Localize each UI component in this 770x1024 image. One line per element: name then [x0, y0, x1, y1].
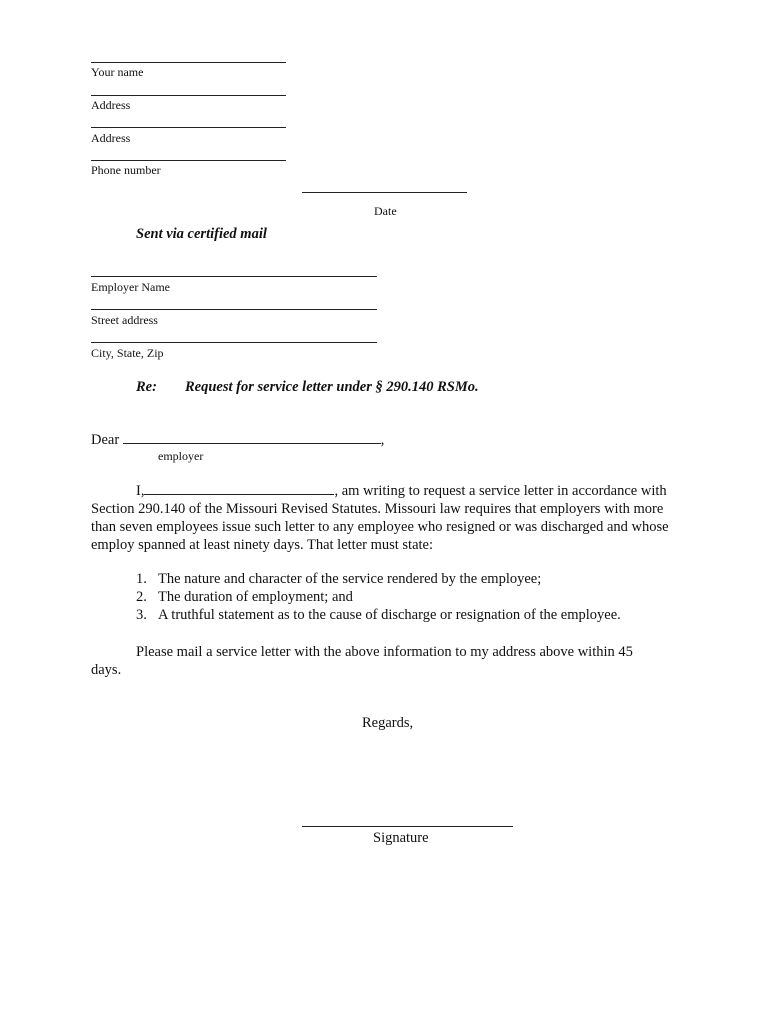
re-subject: Request for service letter under § 290.140 RSMo. [185, 379, 479, 395]
sender-phone-line[interactable] [91, 160, 286, 161]
list-item-number: 2. [136, 589, 147, 605]
delivery-note: Sent via certified mail [136, 226, 267, 242]
salutation-comma: , [380, 432, 385, 448]
employer-hint: employer [158, 449, 204, 463]
list-item [136, 589, 353, 606]
sender-phone-label: Phone number [91, 163, 161, 177]
sender-address2-label: Address [91, 131, 131, 145]
employer-name-line[interactable] [91, 276, 377, 277]
list-item-number: 3. [136, 607, 147, 623]
employer-blank[interactable] [123, 431, 381, 444]
sender-address1-line[interactable] [91, 95, 286, 96]
list-item-text: A truthful statement as to the cause of discharge or resignation of the employee. [158, 607, 621, 623]
signature-label: Signature [373, 830, 429, 846]
city-state-zip-label: City, State, Zip [91, 346, 164, 360]
sender-name-line[interactable] [91, 62, 286, 63]
intro-start: I, [136, 483, 145, 499]
salutation-dear: Dear [91, 432, 120, 448]
list-item [136, 607, 621, 624]
list-item-text: The nature and character of the service rendered by the employee; [158, 571, 542, 587]
sender-address2-line[interactable] [91, 127, 286, 128]
city-state-zip-line[interactable] [91, 342, 377, 343]
signature-line[interactable] [302, 826, 513, 827]
list-item-text: The duration of employment; and [158, 589, 353, 605]
closing-regards: Regards, [362, 715, 414, 731]
list-item [136, 571, 541, 588]
intro-rest: , am writing to request a service letter in accordance with Section 290.140 of the Missouri Revised Statutes. Missouri law requires that employers with more than seven employees issue such letter to any employee who resigned or was discharged and whose employ spanned at least ninety days. That letter must state: [91, 483, 669, 553]
sender-name-label: Your name [91, 65, 144, 79]
date-line[interactable] [302, 192, 467, 193]
list-item-number: 1. [136, 571, 147, 587]
street-address-label: Street address [91, 313, 158, 327]
re-prefix: Re: [136, 379, 157, 395]
employer-name-label: Employer Name [91, 280, 170, 294]
sender-address1-label: Address [91, 98, 131, 112]
salutation [91, 431, 384, 449]
request-paragraph: Please mail a service letter with the above information to my address above within 45 days. [91, 644, 633, 678]
date-label: Date [374, 204, 397, 218]
intro-paragraph [91, 482, 691, 554]
your-name-blank[interactable] [144, 482, 334, 495]
street-address-line[interactable] [91, 309, 377, 310]
